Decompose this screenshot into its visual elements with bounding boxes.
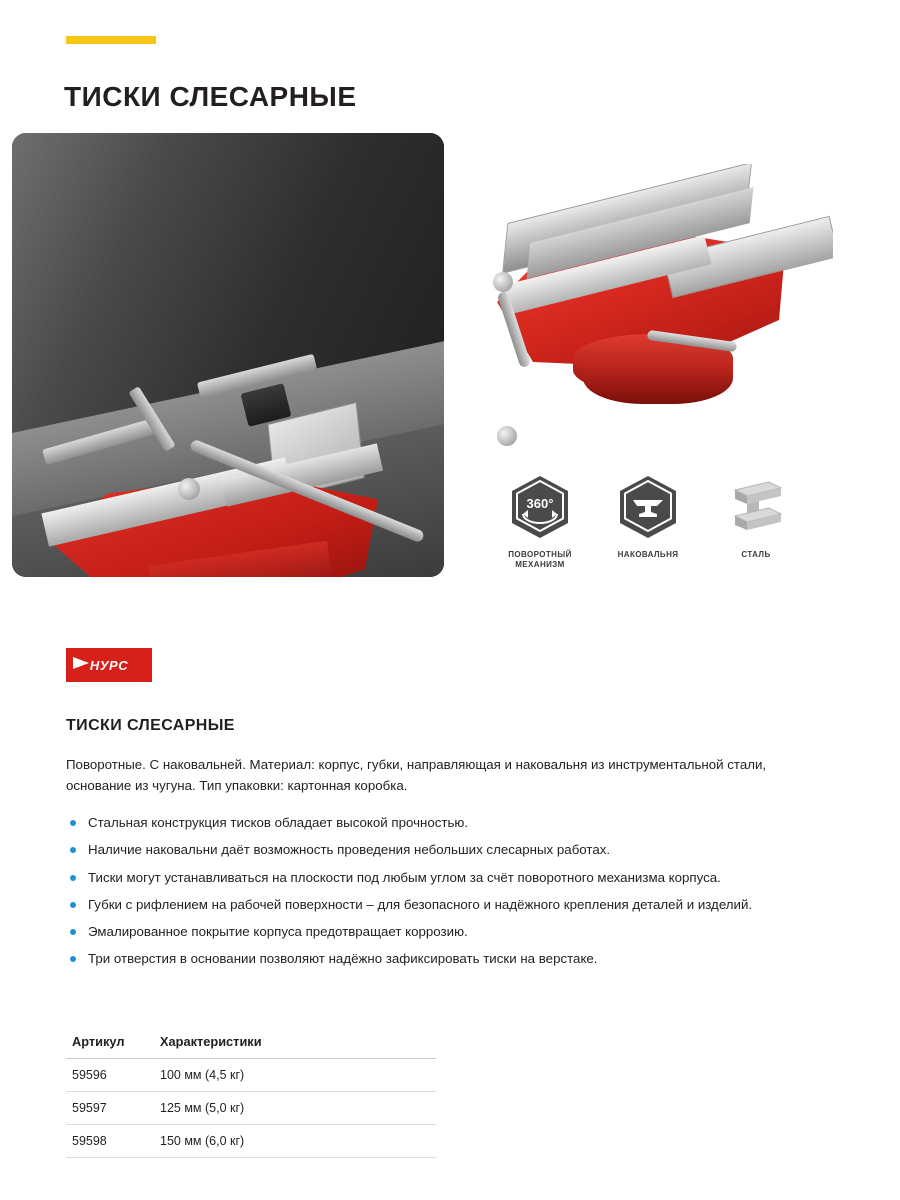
feature-rotation-label: ПОВОРОТНЫЙ МЕХАНИЗМ (508, 550, 572, 569)
brand-logo (66, 648, 152, 682)
cell-article: 59596 (66, 1059, 150, 1092)
accent-bar (66, 36, 156, 44)
hero-photo (12, 133, 444, 577)
product-title: ТИСКИ СЛЕСАРНЫЕ (66, 717, 235, 735)
cell-article: 59598 (66, 1125, 150, 1158)
list-item: Губки с рифлением на рабочей поверхности – для безопасного и надёжного крепления деталей и изделий. (66, 894, 856, 915)
feature-steel-label: СТАЛЬ (741, 550, 771, 559)
list-item: Эмалированное покрытие корпуса предотвращает коррозию. (66, 921, 856, 942)
product-feature-list (66, 812, 856, 976)
column-header-article: Артикул (66, 1030, 150, 1059)
list-item: Тиски могут устанавливаться на плоскости под любым углом за счёт поворотного механизма корпуса. (66, 867, 856, 888)
cell-article: 59597 (66, 1092, 150, 1125)
table-row (66, 1092, 436, 1125)
svg-text:360°: 360° (526, 496, 554, 511)
cell-spec: 150 мм (6,0 кг) (150, 1125, 436, 1158)
list-item: Наличие наковальни даёт возможность проведения небольших слесарных работах. (66, 839, 856, 860)
steel-beam-icon (725, 474, 787, 544)
cell-spec: 125 мм (5,0 кг) (150, 1092, 436, 1125)
list-item: Три отверстия в основании позволяют надёжно зафиксировать тиски на верстаке. (66, 948, 856, 969)
feature-anvil (608, 474, 688, 570)
list-item: Стальная конструкция тисков обладает высокой прочностью. (66, 812, 856, 833)
feature-rotation (500, 474, 580, 570)
specification-table (66, 1030, 436, 1158)
feature-steel (716, 474, 796, 570)
hero-photo-handle-knob (178, 478, 200, 500)
table-row (66, 1125, 436, 1158)
product-photo-handle-knob (497, 426, 517, 446)
brand-wing-icon (73, 657, 89, 669)
brand-name: НУРС (89, 657, 129, 673)
cell-spec: 100 мм (4,5 кг) (150, 1059, 436, 1092)
anvil-icon (617, 474, 679, 544)
product-photo-handle-knob (493, 272, 513, 292)
feature-icon-row (500, 474, 800, 570)
product-description: Поворотные. С наковальней. Материал: корпус, губки, направляющая и наковальня из инструментальной стали, основание из чугуна. Тип упаковки: картонная коробка. (66, 757, 767, 793)
feature-anvil-label: НАКОВАЛЬНЯ (617, 550, 679, 559)
table-header-row (66, 1030, 436, 1059)
table-row (66, 1059, 436, 1092)
product-photo (465, 164, 833, 454)
product-photo-base (583, 360, 733, 404)
page-title: ТИСКИ СЛЕСАРНЫЕ (64, 80, 357, 112)
column-header-spec: Характеристики (150, 1030, 436, 1059)
rotation-360-icon (509, 474, 571, 544)
